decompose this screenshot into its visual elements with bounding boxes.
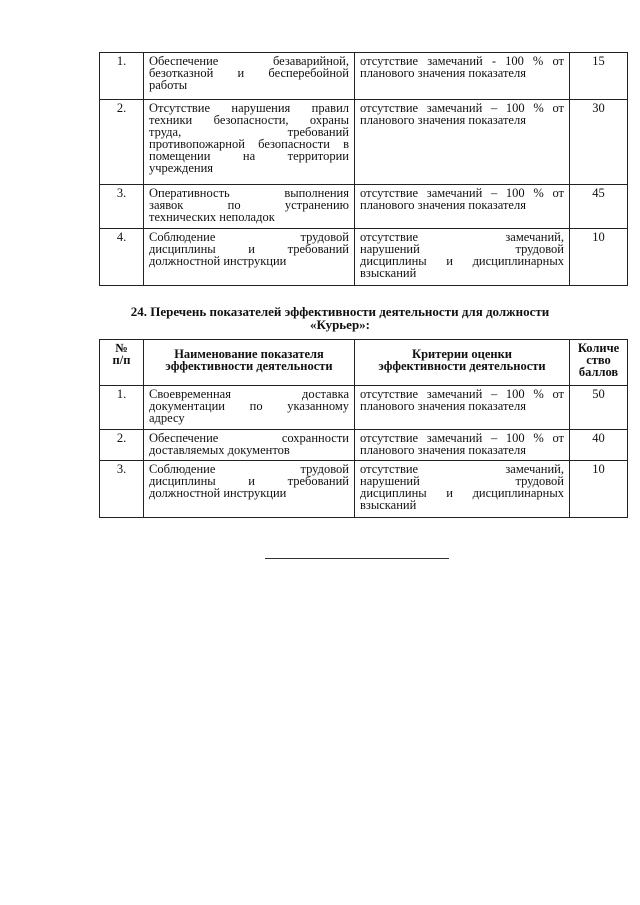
criteria-cell-line: нарушений трудовой <box>360 474 564 488</box>
section-title-line2: «Курьер»: <box>309 317 371 332</box>
criteria-cell-line: отсутствие замечаний – 100 % от <box>360 186 564 200</box>
indicator-cell-line: Обеспечение безаварийной, <box>149 54 349 68</box>
criteria-cell <box>355 430 570 461</box>
criteria-cell-line: дисциплины и дисциплинарных <box>360 486 564 500</box>
indicator-cell-line: адресу <box>149 411 185 425</box>
indicator-cell-line: дисциплины и требований <box>149 242 349 256</box>
criteria-cell-line: планового значения показателя <box>360 399 526 413</box>
table-row <box>100 461 628 518</box>
header-score-line2: ство <box>586 353 611 367</box>
indicator-cell-line: технических неполадок <box>149 210 275 224</box>
table-row <box>100 100 628 185</box>
section-title <box>115 305 565 331</box>
criteria-cell <box>355 461 570 518</box>
indicator-cell-line: Обеспечение сохранности <box>149 431 349 445</box>
score-cell: 10 <box>570 461 628 518</box>
end-of-document-rule <box>265 558 449 559</box>
criteria-cell-line: отсутствие замечаний – 100 % от <box>360 387 564 401</box>
criteria-cell-line: планового значения показателя <box>360 113 526 127</box>
header-indicator-line1: Наименование показателя <box>174 347 324 361</box>
criteria-cell-line: планового значения показателя <box>360 66 526 80</box>
row-number: 4. <box>100 229 144 286</box>
indicator-cell <box>144 53 355 100</box>
header-score-line1: Количе <box>577 341 620 355</box>
criteria-cell <box>355 100 570 185</box>
row-number: 2. <box>100 100 144 185</box>
indicator-cell-line: техники безопасности, охраны <box>149 113 349 127</box>
criteria-cell-line: отсутствие замечаний – 100 % от <box>360 431 564 445</box>
indicator-cell-line: безотказной и бесперебойной <box>149 66 349 80</box>
kpi-table-previous <box>99 52 628 286</box>
indicator-cell-line: документации по указанному <box>149 399 349 413</box>
header-score-line3: баллов <box>578 365 619 379</box>
row-number: 1. <box>100 386 144 430</box>
criteria-cell-line: отсутствие замечаний, <box>360 230 564 244</box>
indicator-cell <box>144 229 355 286</box>
criteria-cell <box>355 229 570 286</box>
table-row <box>100 430 628 461</box>
header-criteria-line2: эффективности деятельности <box>378 359 546 373</box>
row-number: 2. <box>100 430 144 461</box>
criteria-cell-line: дисциплины и дисциплинарных <box>360 254 564 268</box>
section-title-line1: 24. Перечень показателей эффективности деятельности для должности <box>130 304 550 319</box>
row-number: 3. <box>100 461 144 518</box>
indicator-cell-line: дисциплины и требований <box>149 474 349 488</box>
indicator-cell-line: должностной инструкции <box>149 254 287 268</box>
kpi-table-courier <box>99 339 628 518</box>
score-cell: 10 <box>570 229 628 286</box>
criteria-cell-line: отсутствие замечаний - 100 % от <box>360 54 564 68</box>
table-header-row <box>100 340 628 386</box>
indicator-cell-line: Отсутствие нарушения правил <box>149 101 349 115</box>
indicator-cell-line: доставляемых документов <box>149 443 290 457</box>
indicator-cell <box>144 100 355 185</box>
criteria-cell-line: взысканий <box>360 498 417 512</box>
indicator-cell <box>144 430 355 461</box>
table-row <box>100 229 628 286</box>
criteria-cell-line: взысканий <box>360 266 417 280</box>
table-row <box>100 386 628 430</box>
indicator-cell-line: Своевременная доставка <box>149 387 349 401</box>
indicator-cell-line: работы <box>149 78 188 92</box>
header-indicator <box>144 340 355 386</box>
table-row <box>100 53 628 100</box>
score-cell: 45 <box>570 185 628 229</box>
indicator-cell-line: должностной инструкции <box>149 486 287 500</box>
criteria-cell-line: планового значения показателя <box>360 198 526 212</box>
header-num-line2: п/п <box>112 353 131 367</box>
kpi-table-previous-body <box>100 53 628 286</box>
header-criteria <box>355 340 570 386</box>
indicator-cell <box>144 185 355 229</box>
indicator-cell-line: Оперативность выполнения <box>149 186 349 200</box>
header-indicator-line2: эффективности деятельности <box>165 359 333 373</box>
criteria-cell <box>355 53 570 100</box>
indicator-cell-line: труда, требований <box>149 125 349 139</box>
criteria-cell-line: отсутствие замечаний, <box>360 462 564 476</box>
row-number: 3. <box>100 185 144 229</box>
indicator-cell-line: учреждения <box>149 161 214 175</box>
indicator-cell-line: Соблюдение трудовой <box>149 462 349 476</box>
criteria-cell <box>355 185 570 229</box>
header-criteria-line1: Критерии оценки <box>412 347 512 361</box>
row-number: 1. <box>100 53 144 100</box>
criteria-cell <box>355 386 570 430</box>
score-cell: 15 <box>570 53 628 100</box>
criteria-cell-line: нарушений трудовой <box>360 242 564 256</box>
indicator-cell <box>144 461 355 518</box>
indicator-cell-line: противопожарной безопасности в <box>149 137 349 151</box>
indicator-cell-line: заявок по устранению <box>149 198 349 212</box>
criteria-cell-line: планового значения показателя <box>360 443 526 457</box>
header-num <box>100 340 144 386</box>
header-score <box>570 340 628 386</box>
indicator-cell <box>144 386 355 430</box>
kpi-table-courier-body <box>100 386 628 518</box>
indicator-cell-line: помещении на территории <box>149 149 349 163</box>
score-cell: 30 <box>570 100 628 185</box>
header-num-line1: № <box>115 341 128 355</box>
score-cell: 40 <box>570 430 628 461</box>
score-cell: 50 <box>570 386 628 430</box>
table-row <box>100 185 628 229</box>
indicator-cell-line: Соблюдение трудовой <box>149 230 349 244</box>
criteria-cell-line: отсутствие замечаний – 100 % от <box>360 101 564 115</box>
